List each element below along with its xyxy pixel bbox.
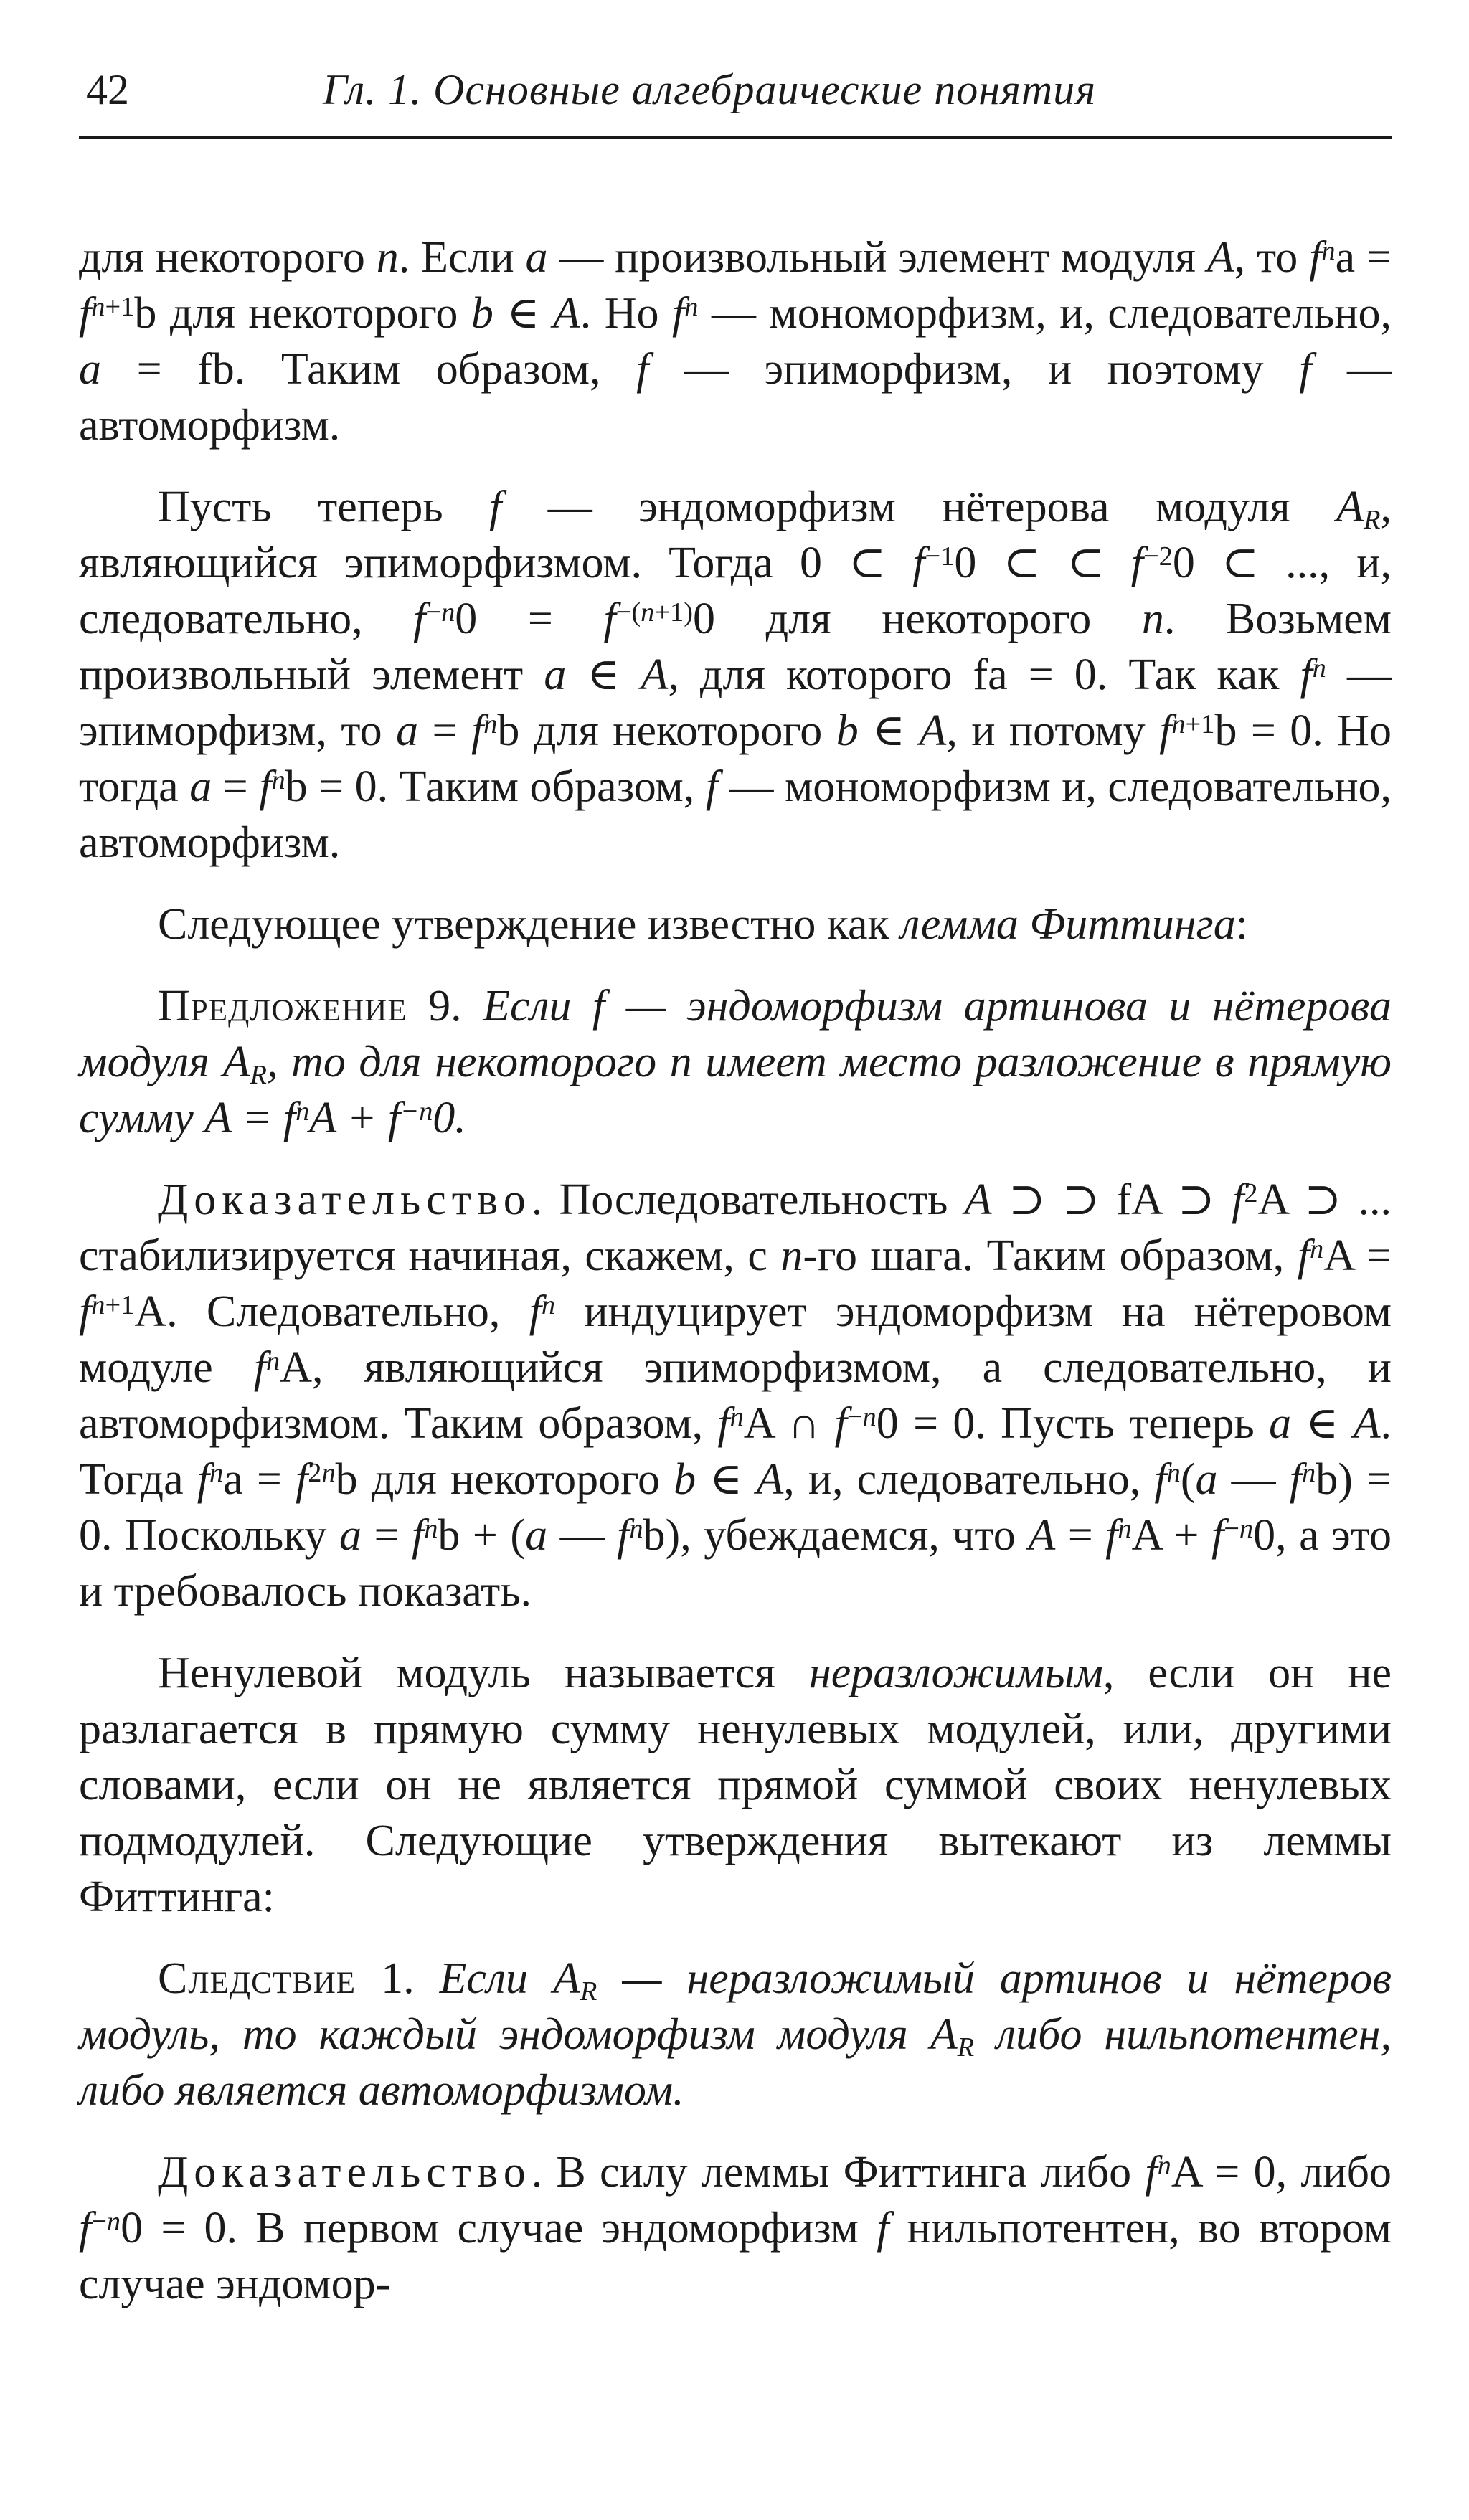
- proposition-9: Предложение 9. Если f — эндоморфизм артинова и нётерова модуля $A_R$, то для некоторого n имеет место разложение в прямую сумму $A = f^nA + f^{-n}0$.: [79, 982, 1392, 1142]
- header-rule: [79, 136, 1392, 139]
- paragraph-continuation: для некоторого n. Если a — произвольный элемент модуля A, то $f^na = f^{n+1}b$ для некоторого b ∈ A. Но $f^n$ — мономорфизм, и, следовательно, a = fb. Таким образом, f — эпиморфизм, и поэтому f — автоморфизм.: [79, 233, 1392, 450]
- proof-proposition-9: Доказательство. Последовательность A ⊃ ⊃ fA ⊃ $f^2A$ ⊃ ... стабилизируется начиная, скажем, с n-го шага. Таким образом, $f^nA = f^{n+1}A$. Следовательно, $f^n$ индуцирует эндоморфизм на нётеровом модуле $f^nA$, являющийся эпиморфизмом, а следовательно, и автоморфизмом. Таким образом, $f^nA$ ∩ $f^{-n}0 = 0$. Пусть теперь a ∈ A. Тогда $f^na = f^{2n}b$ для некоторого b ∈ A, и, следовательно, $f^n(a$ — $f^nb) = 0$. Поскольку $a = f^nb + (a$ — $f^nb$), убеждаемся, что $A = f^nA + f^{-n}0$, а это и требовалось показать.: [79, 1175, 1392, 1616]
- body-text: [79, 229, 1392, 2312]
- chapter-title: Гл. 1. Основные алгебраические понятия: [323, 66, 1097, 113]
- page-number: 42: [86, 66, 129, 113]
- book-page: [79, 57, 1392, 2308]
- paragraph-endomorphism-noetherian: Пусть теперь f — эндоморфизм нётерова модуля $A_R$, являющийся эпиморфизмом. Тогда 0 ⊂ $f^{-1}0$ ⊂ ⊂ $f^{-2}0$ ⊂ ..., и, следовательно, $f^{-n}0 = f^{-(n+1)}0$ для некоторого n. Возьмем произвольный элемент a ∈ A, для которого fa = 0. Так как $f^n$ — эпиморфизм, то $a = f^nb$ для некоторого b ∈ A, и потому $f^{n+1}b = 0$. Но тогда $a = f^nb = 0$. Таким образом, f — мономорфизм и, следовательно, автоморфизм.: [79, 483, 1392, 867]
- paragraph-fitting-intro: Следующее утверждение известно как лемма Фиттинга:: [158, 900, 1248, 949]
- proof-corollary-1: Доказательство. В силу леммы Фиттинга либо $f^nA = 0$, либо $f^{-n}0 = 0$. В первом случае эндоморфизм f нильпотентен, во втором случае эндомор-: [79, 2148, 1392, 2308]
- paragraph-indecomposable-definition: Ненулевой модуль называется неразложимым, если он не разлагается в прямую сумму ненулевых модулей, или, другими словами, если он не является прямой суммой своих ненулевых подмодулей. Следующие утверждения вытекают из леммы Фиттинга:: [79, 1649, 1392, 1921]
- corollary-1: Следствие 1. Если $A_R$ — неразложимый артинов и нётеров модуль, то каждый эндоморфизм модуля $A_R$ либо нильпотентен, либо является автоморфизмом.: [79, 1954, 1392, 2115]
- running-head: [79, 57, 1392, 122]
